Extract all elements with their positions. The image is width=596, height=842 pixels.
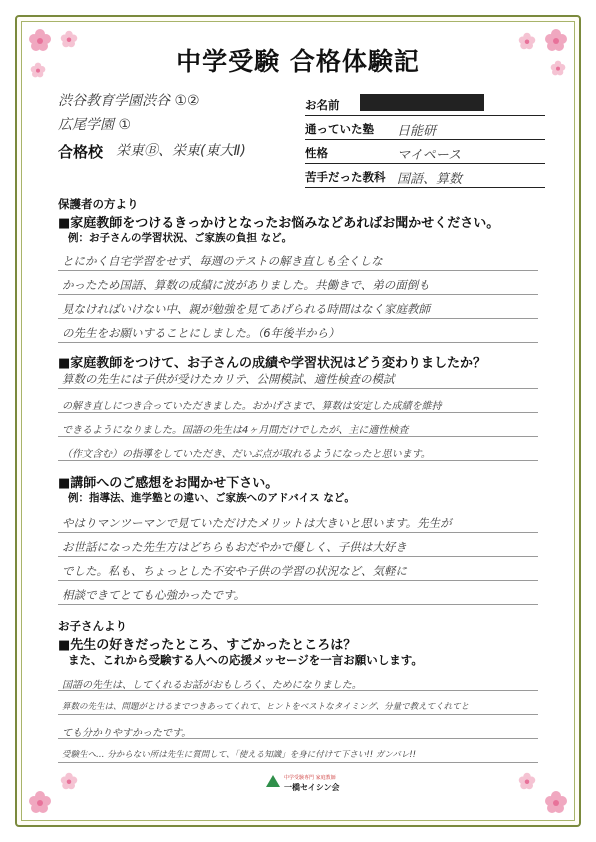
answer-2-line: 算数の先生には子供が受けたカリテ、公開模試、適性検査の模試 <box>62 372 395 386</box>
company-logo <box>266 774 340 794</box>
logo-mark-icon <box>266 775 280 787</box>
answer-1-line: かったため国語、算数の成績に波がありました。共働きで、弟の面倒も <box>62 278 430 292</box>
answer-4-line: ても分かりやすかったです。 <box>62 728 192 739</box>
question-3: ■講師へのご感想をお聞かせ下さい。 <box>58 476 279 491</box>
flower-decoration-icon <box>60 772 78 790</box>
answer-4-line: 国語の先生は、してくれるお話がおもしろく、ためになりました。 <box>62 680 362 691</box>
answer-4-line: 算数の先生は、問題がとけるまでつきあってくれて、ヒントをベストなタイミング、分量で教えてくれてと <box>62 702 470 712</box>
personality-label: 性格 <box>305 146 328 160</box>
passed-schools-value: 栄東Ⓑ、栄東(東大Ⅱ) <box>116 143 246 159</box>
answer-4-line: 受験生へ… 分からない所は先生に質問して、「使える知識」を身に付けて下さい!! ガンバレ!! <box>62 750 417 760</box>
page-title: 中学受験 合格体験記 <box>176 47 420 76</box>
weak-subject-value: 国語、算数 <box>397 172 463 187</box>
question-1-example: 例：お子さんの学習状況、ご家族の負担 など。 <box>68 232 293 244</box>
flower-decoration-icon <box>518 772 536 790</box>
guardian-heading: 保護者の方より <box>58 197 139 211</box>
child-heading: お子さんより <box>58 619 127 633</box>
answer-3-line: 相談できてとても心強かったです。 <box>62 588 246 602</box>
passed-schools-label: 合格校 <box>58 143 104 161</box>
logo-tagline: 中学受験専門 家庭教師 <box>284 775 336 781</box>
question-3-example: 例：指導法、進学塾との違い、ご家族へのアドバイス など。 <box>68 492 355 504</box>
name-redaction <box>360 94 484 111</box>
info-row-juku <box>305 120 545 140</box>
school-line-2: 広尾学園 ① <box>58 117 132 133</box>
weak-subject-label: 苦手だった教科 <box>305 170 386 184</box>
name-label: お名前 <box>305 98 340 112</box>
answer-1-line: とにかく自宅学習をせず、毎週のテストの解き直しも全くしな <box>62 254 383 268</box>
juku-value: 日能研 <box>397 124 437 139</box>
info-row-weak-subject <box>305 168 545 188</box>
flower-decoration-icon <box>28 790 52 814</box>
logo-name: 一橋セイシン会 <box>284 783 340 792</box>
answer-2-line: の解き直しにつき合っていただきました。おかげさまで、算数は安定した成績を維持 <box>62 401 442 412</box>
school-line-1: 渋谷教育学園渋谷 ①② <box>58 93 200 109</box>
answer-3-line: やはりマンツーマンで見ていただけたメリットは大きいと思います。先生が <box>62 516 452 530</box>
question-2: ■家庭教師をつけて、お子さんの成績や学習状況はどう変わりましたか？ <box>58 356 487 371</box>
answer-1-line: の先生をお願いすることにしました。（6年後半から） <box>62 326 340 340</box>
question-4: ■先生の好きだったところ、すごかったところは？ <box>58 638 357 653</box>
flower-decoration-icon <box>544 790 568 814</box>
question-1: ■家庭教師をつけるきっかけとなったお悩みなどあればお聞かせください。 <box>58 216 500 231</box>
answer-3-line: でした。私も、ちょっとした不安や子供の学習の状況など、気軽に <box>62 564 407 578</box>
juku-label: 通っていた塾 <box>305 122 374 136</box>
answer-2-line: できるようになりました。国語の先生は4ヶ月間だけでしたが、主に適性検査 <box>62 425 409 436</box>
answer-1-line: 見なければいけない中、親が勉強を見てあげられる時間はなく家庭教師 <box>62 302 430 316</box>
info-row-personality <box>305 144 545 164</box>
personality-value: マイペース <box>397 148 462 163</box>
question-4-sub: また、これから受験する人への応援メッセージを一言お願いします。 <box>68 653 423 667</box>
answer-3-line: お世話になった先生方はどちらもおだやかで優しく、子供は大好き <box>62 540 407 554</box>
answer-2-line: （作文含む）の指導をしていただき、だいぶ点が取れるようになったと思います。 <box>62 449 431 460</box>
